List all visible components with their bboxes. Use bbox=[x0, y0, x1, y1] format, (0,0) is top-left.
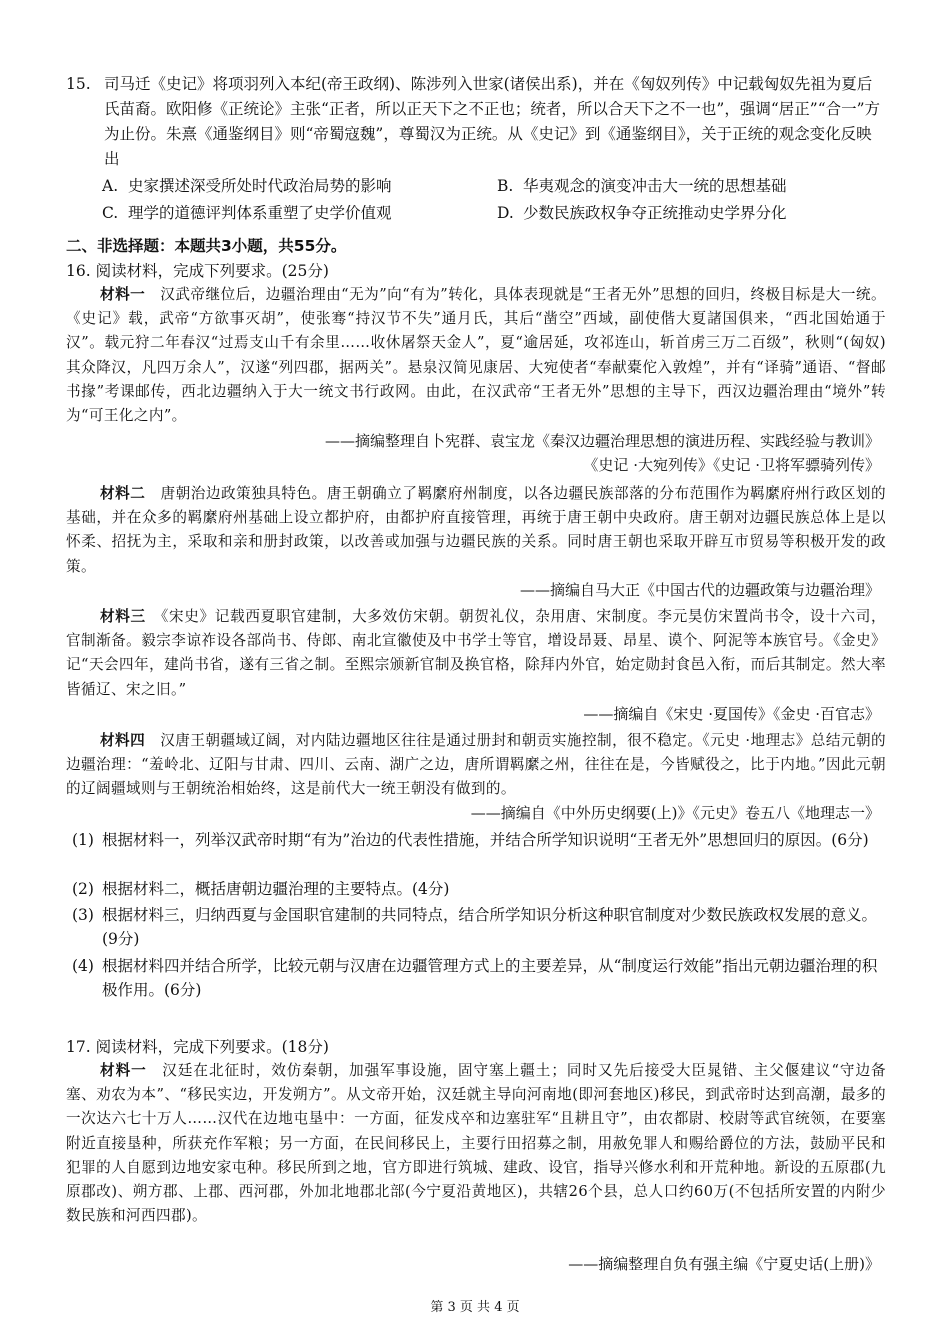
sub-question-1 bbox=[72, 828, 886, 852]
page-footer: 第 3 页 共 4 页 bbox=[430, 1300, 520, 1315]
material-text: 《宋史》记载西夏职官建制，大多效仿宋朝。朝贺礼仪，杂用唐、宋制度。李元昊仿宋置尚书令，设十六司，官制渐备。毅宗李谅祚设各部尚书、侍郎、南北宣徽使及中书学士等官，增设昂聂、昂星、谟个、阿泥等本族官号。《金史》记“天会四年，建尚书省，遂有三省之制。至熙宗颁新官制及换官格，除拜内外官，始定勋封食邑入衔，而后其制定。然大率皆循辽、宋之旧。” bbox=[66, 608, 887, 698]
material-title: 材料一 bbox=[100, 1062, 147, 1079]
sub-question-number: (1) bbox=[72, 831, 94, 849]
section-heading: 二、非选择题：本题共3小题，共55分。 bbox=[66, 237, 347, 255]
sub-question-4 bbox=[72, 954, 886, 1002]
sub-question-number: (4) bbox=[72, 957, 94, 975]
material-title: 材料一 bbox=[100, 286, 146, 303]
material-1 bbox=[66, 283, 886, 428]
sub-question-text: 根据材料一，列举汉武帝时期“有为”治边的代表性措施，并结合所学知识说明“王者无外”思想回归的原因。(6分) bbox=[102, 831, 869, 849]
material-text: 汉唐王朝疆域辽阔，对内陆边疆地区往往是通过册封和朝贡实施控制，很不稳定。《元史 ·地理志》总结元朝的边疆治理：“羞岭北、辽阳与甘肃、四川、云南、湖广之边，唐所谓羁縻之州，往往在是，今皆赋役之，比于内地。”因此元朝的辽阔疆域则与王朝统治相始终，这是前代大一统王朝没有做到的。 bbox=[66, 732, 886, 798]
option-letter: B. bbox=[497, 177, 514, 195]
material-2-source: ——摘编自马大正《中国古代的边疆政策与边疆治理》 bbox=[519, 581, 880, 599]
option-text: 理学的道德评判体系重塑了史学价值观 bbox=[128, 204, 392, 222]
sub-question-text: 根据材料三，归纳西夏与金国职官建制的共同特点，结合所学知识分析这种职官制度对少数民族政权发展的意义。(9分) bbox=[102, 906, 878, 948]
question-17-header: 17. 阅读材料，完成下列要求。(18分) bbox=[66, 1038, 329, 1056]
option-a[interactable] bbox=[102, 174, 497, 199]
question-number: 15. bbox=[66, 75, 91, 93]
question-stem: 司马迁《史记》将项羽列入本纪(帝王政纲)、陈涉列入世家(诸侯出系)，并在《匈奴列传》中记载匈奴先祖为夏后氏苗裔。欧阳修《正统论》主张“正者，所以正天下之不正也；统者，所以合天下之不一也”，强调“居正”“合一”方为止份。朱熹《通鉴纲目》则“帝蜀寇魏”，尊蜀汉为正统。从《史记》到《通鉴纲目》，关于正统的观念变化反映出 bbox=[104, 75, 881, 168]
option-letter: D. bbox=[497, 204, 514, 222]
option-b[interactable] bbox=[497, 174, 917, 199]
material-4-source: ——摘编自《中外历史纲要(上)》《元史》卷五八《地理志一》 bbox=[470, 804, 880, 822]
option-text: 少数民族政权争夺正统推动史学界分化 bbox=[523, 204, 787, 222]
material-1-source-2: 《史记 ·大宛列传》《史记 ·卫将军骠骑列传》 bbox=[583, 456, 880, 474]
material-text: 汉廷在北征时，效仿秦朝，加强军事设施，固守塞上疆土；同时又先后接受大臣晁错、主父偃建议“守边备塞、劝农为本”、“移民实边，开发朔方”。从文帝开始，汉廷就主导向河南地(即河套地区)移民，到武帝时达到高潮，最多的一次达六七十万人……汉代在边地屯垦中：一方面，征发戍卒和边塞驻军“且耕且守”，由农都尉、校尉等武官统领，在要塞附近直接垦种，所获充作军粮；另一方面，在民间移民上，主要行田招募之制，用赦免罪人和赐给爵位的方法，鼓励平民和犯罪的人自愿到边地安家屯种。移民所到之地，官方即进行筑城、建政、设官，指导兴修水利和开荒种地。新设的五原郡(九原郡改)、朔方郡、上郡、西河郡，外加北地郡北部(今宁夏沿黄地区)，共辖26个县，总人口约60万(不包括所安置的内附少数民族和河西四郡)。 bbox=[66, 1062, 887, 1225]
option-text: 华夷观念的演变冲击大一统的思想基础 bbox=[523, 177, 787, 195]
option-letter: A. bbox=[102, 177, 119, 195]
question-16-header: 16. 阅读材料，完成下列要求。(25分) bbox=[66, 262, 329, 280]
question-15 bbox=[66, 72, 886, 226]
sub-question-text: 根据材料四并结合所学，比较元朝与汉唐在边疆管理方式上的主要差异，从“制度运行效能”指出元朝边疆治理的积极作用。(6分) bbox=[102, 957, 878, 999]
option-text: 史家撰述深受所处时代政治局势的影响 bbox=[128, 177, 392, 195]
sub-question-number: (3) bbox=[72, 906, 94, 924]
q17-material-1 bbox=[66, 1059, 886, 1228]
option-d[interactable] bbox=[497, 201, 917, 226]
options bbox=[102, 174, 886, 226]
option-c[interactable] bbox=[102, 201, 497, 226]
material-1-source: ——摘编整理自卜宪群、袁宝龙《秦汉边疆治理思想的演进历程、实践经验与教训》 bbox=[324, 432, 880, 450]
material-3-source: ——摘编自《宋史 ·夏国传》《金史 ·百官志》 bbox=[583, 705, 880, 723]
q17-material-source: ——摘编整理自负有强主编《宁夏史话(上册)》 bbox=[568, 1255, 880, 1273]
material-2 bbox=[66, 482, 886, 579]
material-3 bbox=[66, 605, 886, 702]
material-text: 汉武帝继位后，边疆治理由“无为”向“有为”转化，具体表现就是“王者无外”思想的回归，终极目标是大一统。《史记》载，武帝“方欲事灭胡”，使张骞“持汉节不失”通月氏，其后“凿空”西域，副使偕大夏諸国俱来，“西北国始通于汉”。载元狩二年春汉“过焉支山千有余里……收休屠祭天金人”，夏“逾居延，攻祁连山，斩首虏三万二百级”，秋则“(匈奴)其众降汉，凡四万余人”，汉遂“列四郡，据两关”。悬泉汉简见康居、大宛使者“奉献橐佗入敦煌”，并有“译骑”通语、“督邮书掾”考课邮传，西北边疆纳入于大一统文书行政网。由此，在汉武帝“王者无外”思想的主导下，西汉边疆治理由“境外”转为“可王化之内”。 bbox=[66, 286, 887, 425]
sub-question-number: (2) bbox=[72, 880, 94, 898]
sub-question-2 bbox=[72, 877, 886, 901]
material-4 bbox=[66, 729, 886, 802]
material-text: 唐朝治边政策独具特色。唐王朝确立了羁縻府州制度，以各边疆民族部落的分布范围作为羁縻府州行政区划的基础，并在众多的羁縻府州基础上设立都护府，由都护府直接管理，再统于唐王朝中央政府。唐王朝对边疆民族总体上是以怀柔、招抚为主，采取和亲和册封政策，以改善或加强与边疆民族的关系。同时唐王朝也采取开辟互市贸易等积极开发的政策。 bbox=[66, 485, 886, 575]
sub-question-text: 根据材料二，概括唐朝边疆治理的主要特点。(4分) bbox=[102, 880, 450, 898]
sub-question-3 bbox=[72, 903, 886, 951]
material-title: 材料二 bbox=[100, 485, 146, 502]
option-letter: C. bbox=[102, 204, 119, 222]
material-title: 材料三 bbox=[100, 608, 146, 625]
material-title: 材料四 bbox=[100, 732, 146, 749]
